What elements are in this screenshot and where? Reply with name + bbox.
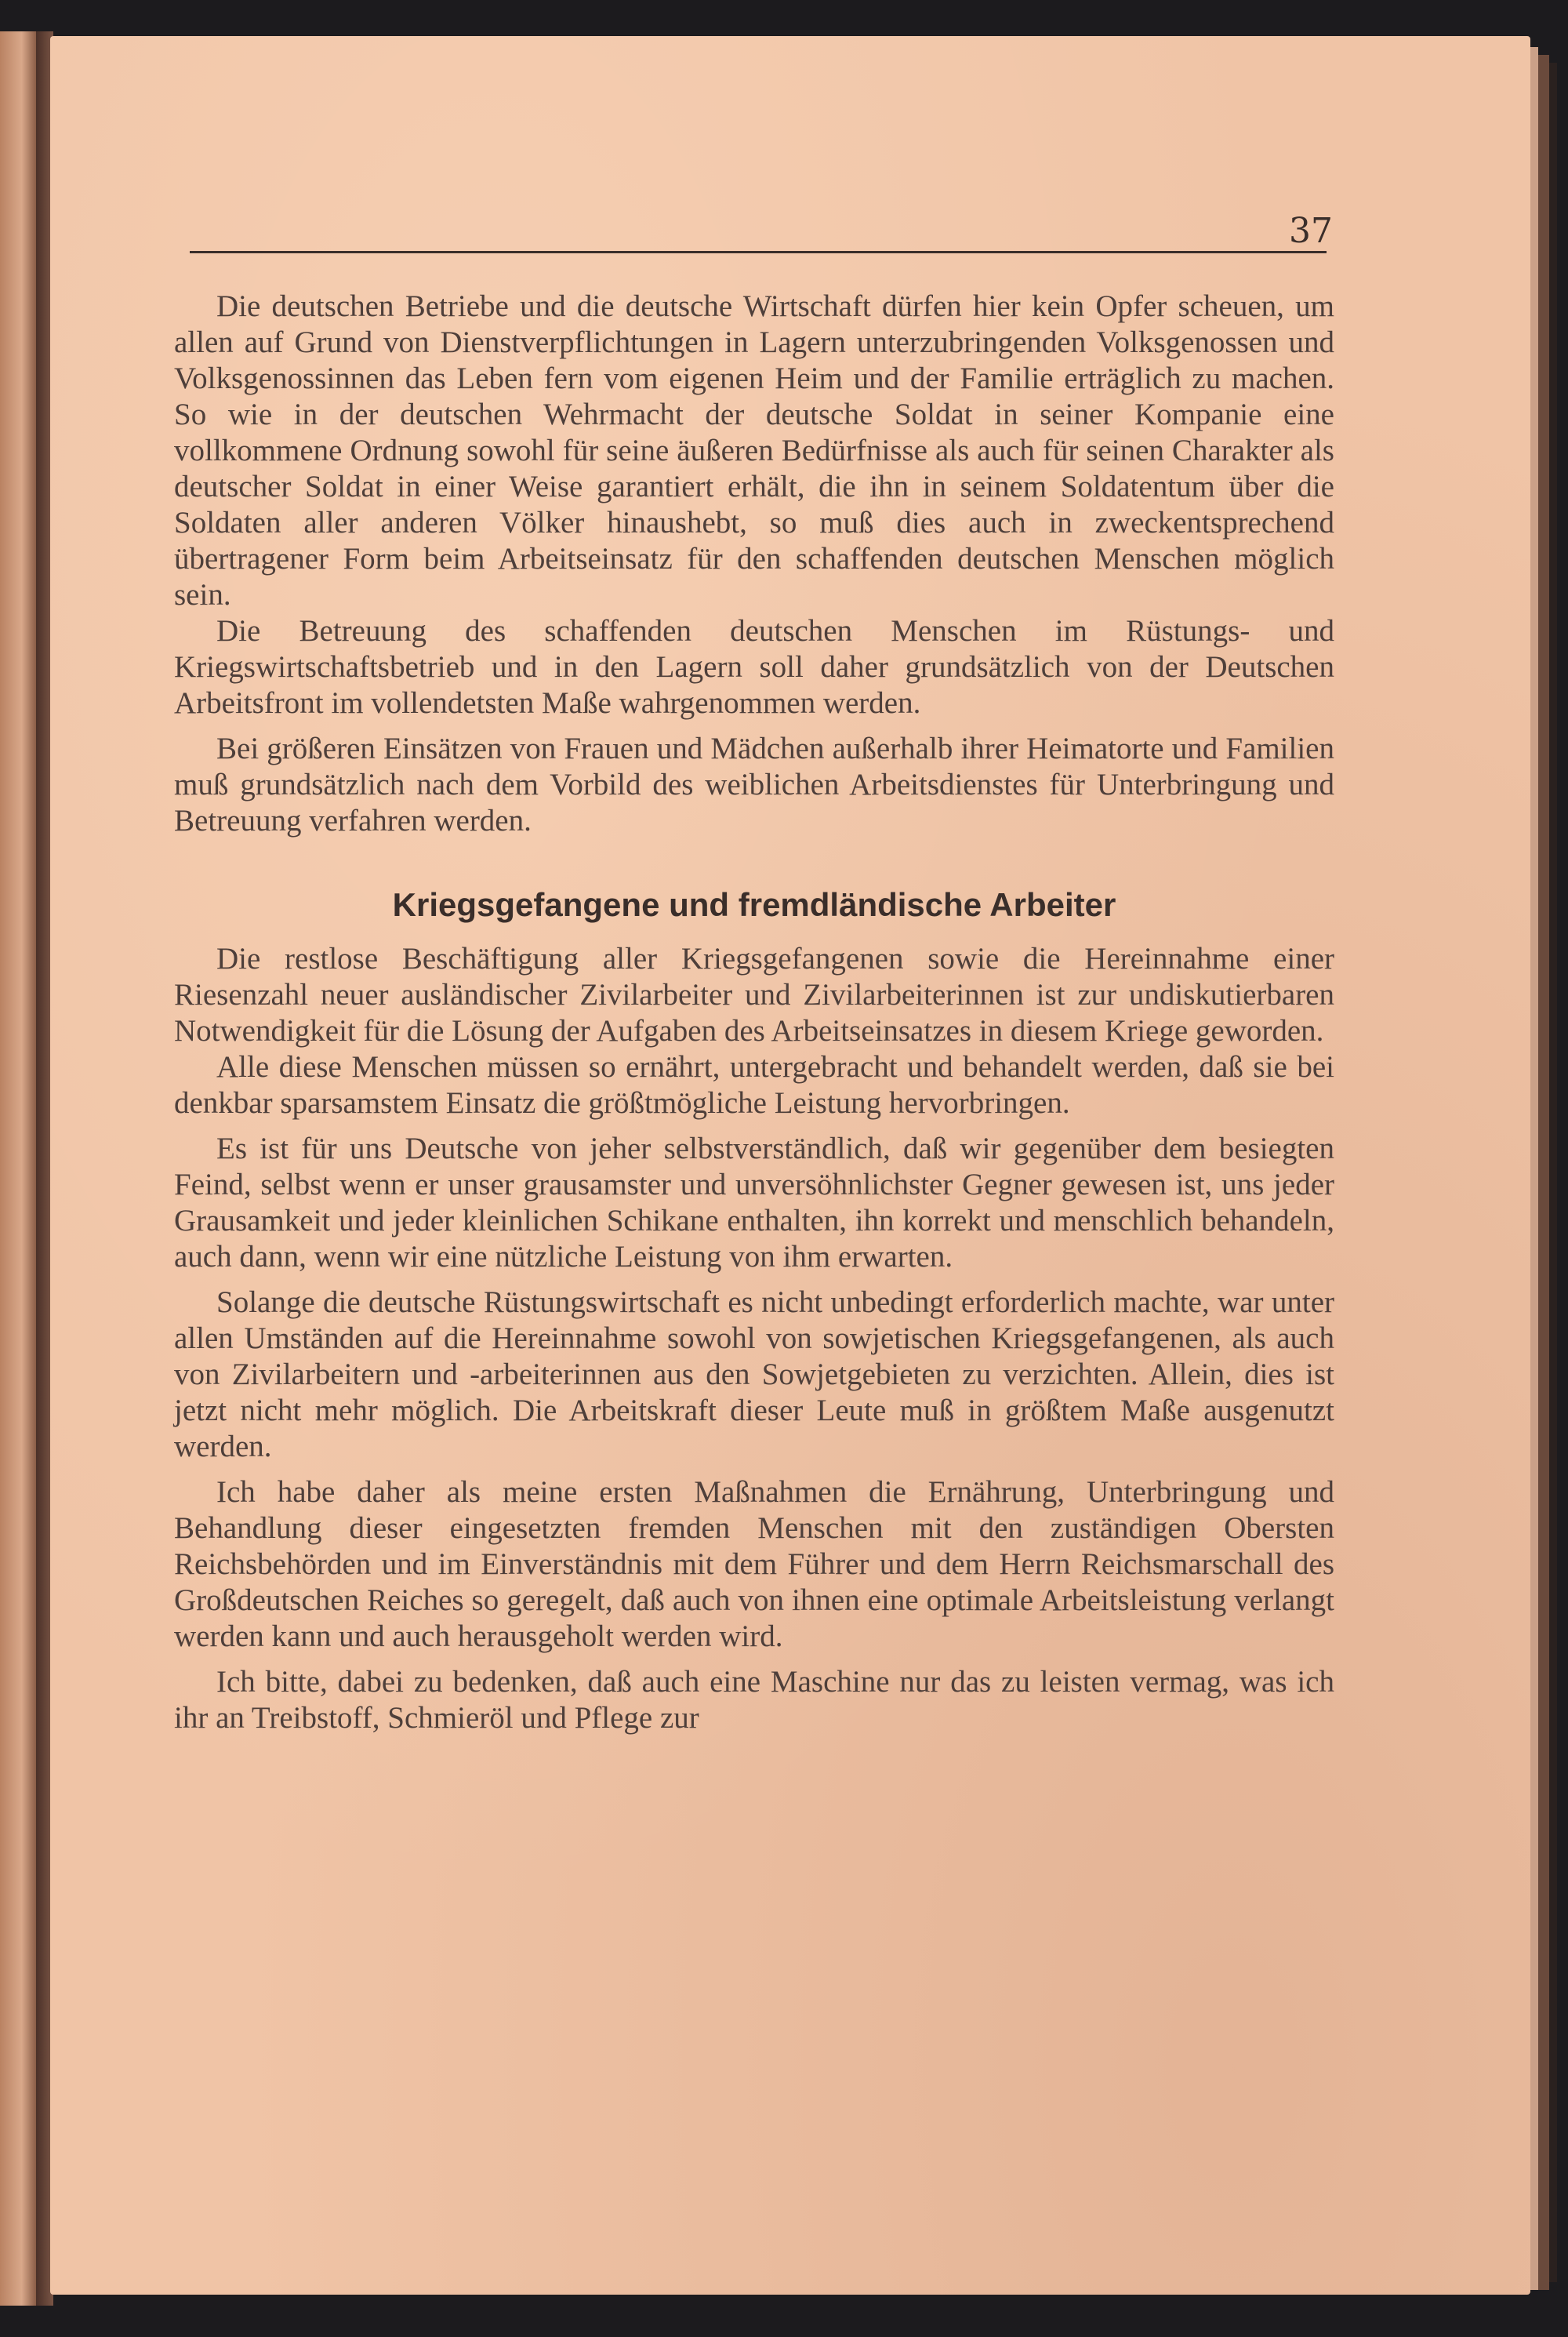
body-paragraph: Die restlose Beschäftigung aller Kriegsgefangenen sowie die Hereinnahme einer Riesenzahl neuer ausländischer Zivilarbeiter und Zivilarbeiterinnen ist zur undiskutierbaren Notwendigkeit für die Lösung der Aufgaben des Arbeitseinsatzes in diesem Kriege geworden. <box>174 942 1334 1048</box>
section-heading: Kriegsgefangene und fremdländische Arbeiter <box>392 886 1116 923</box>
body-paragraph: Die deutschen Betriebe und die deutsche Wirtschaft dürfen hier kein Opfer scheuen, um allen auf Grund von Dienstverpflichtungen in Lagern unterzubringenden Volksgenossen und Volksgenossinnen das Leben fern vom eigenen Heim und der Familie erträglich zu machen. So wie in der deutschen Wehrmacht der deutsche Soldat in seiner Kompanie eine vollkommene Ordnung sowohl für seine äußeren Bedürfnisse als auch für seinen Charakter als deutscher Soldat in einer Weise garantiert erhält, die ihn in seinem Soldatentum über die Soldaten aller anderen Völker hinaushebt, so muß dies auch in zweckentsprechend übertragener Form beim Arbeitseinsatz für den schaffenden deutschen Menschen möglich sein. <box>174 289 1334 612</box>
body-paragraph: Es ist für uns Deutsche von jeher selbstverständlich, daß wir gegenüber dem besiegten Feind, selbst wenn er unser grausamster und unversöhnlichster Gegner gewesen ist, uns jeder Grausamkeit und jeder kleinlichen Schikane enthalten, ihn korrekt und menschlich behandeln, auch dann, wenn wir eine nützliche Leistung von ihm erwarten. <box>174 1132 1334 1274</box>
book-cover-edge <box>1549 63 1557 2282</box>
page-stack-shadow <box>1538 55 1549 2290</box>
page-stack-edge <box>1530 47 1538 2290</box>
body-paragraph: Bei größeren Einsätzen von Frauen und Mädchen außerhalb ihrer Heimatorte und Familien muß grundsätzlich nach dem Vorbild des weiblichen Arbeitsdienstes für Unterbringung und Betreuung verfahren werden. <box>174 732 1334 838</box>
body-paragraph: Ich bitte, dabei zu bedenken, daß auch eine Maschine nur das zu leisten vermag, was ich ihr an Treibstoff, Schmieröl und Pflege zur <box>174 1665 1334 1735</box>
body-paragraph: Die Betreuung des schaffenden deutschen Menschen im Rüstungs- und Kriegswirtschaftsbetrieb und in den Lagern soll daher grundsätzlich von der Deutschen Arbeitsfront im vollendetsten Maße wahrgenommen werden. <box>174 614 1334 720</box>
previous-page-edge <box>0 31 36 2306</box>
page-body <box>174 289 1334 1736</box>
body-paragraph: Solange die deutsche Rüstungswirtschaft es nicht unbedingt erforderlich machte, war unter allen Umständen auf die Hereinnahme sowohl von sowjetischen Kriegsgefangenen, als auch von Zivilarbeitern und -arbeiterinnen aus den Sowjetgebieten zu verzichten. Allein, dies ist jetzt nicht mehr möglich. Die Arbeitskraft dieser Leute muß in größtem Maße ausgenutzt werden. <box>174 1285 1334 1463</box>
body-paragraph: Alle diese Menschen müssen so ernährt, untergebracht und behandelt werden, daß sie bei denkbar sparsamstem Einsatz die größtmögliche Leistung hervorbringen. <box>174 1050 1334 1120</box>
header-rule <box>190 251 1327 253</box>
body-paragraph: Ich habe daher als meine ersten Maßnahmen die Ernährung, Unterbringung und Behandlung dieser eingesetzten fremden Menschen mit den zuständigen Obersten Reichsbehörden und im Einverständnis mit dem Führer und dem Herrn Reichsmarschall des Großdeutschen Reiches so geregelt, daß auch von ihnen eine optimale Arbeitsleistung verlangt werden kann und auch herausgeholt werden wird. <box>174 1475 1334 1653</box>
page-number: 37 <box>1289 211 1333 251</box>
